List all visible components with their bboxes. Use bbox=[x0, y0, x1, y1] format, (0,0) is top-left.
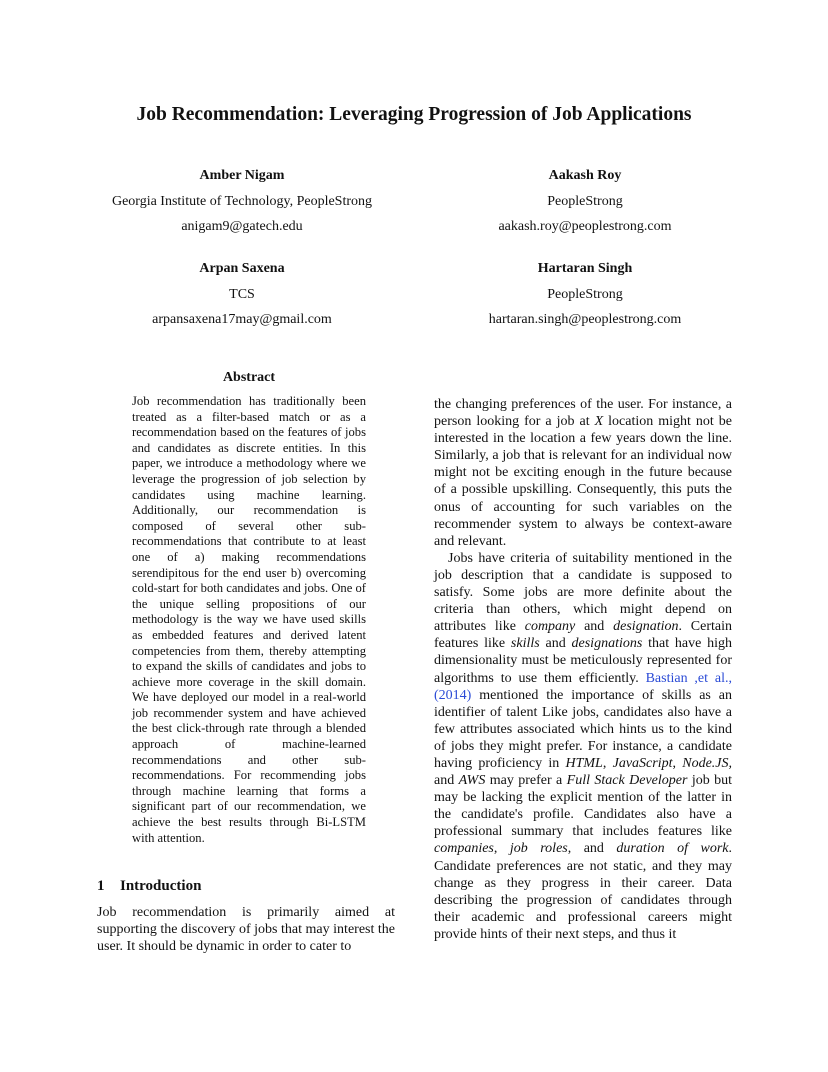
citation-link[interactable]: Bastian ,et al., (2014) bbox=[434, 670, 732, 703]
author-email: anigam9@gatech.edu bbox=[181, 219, 303, 234]
right-paragraph-2: Jobs have criteria of suitability mentioned in the job description that a candidate is supposed to satisfy. Some jobs are more definite about the criteria than others, which might depend on attributes like company and designation. Certain features like skills and designations that have high dimensionality must be meticulously represented for algorithms to use them efficiently. Bastian ,et al., (2014) mentioned the importance of skills as an identifier of talent Like jobs, candidates also have a few attributes associated which hints us to the kind of jobs they might prefer. For instance, a candidate having proficiency in HTML, JavaScript, Node.JS, and AWS may prefer a Full Stack Developer job but may be lacking the explicit mention of the latter in the candidate's profile. Candidates also have a professional summary that includes features like companies, job roles, and duration of work. Candidate preferences are not static, and they may change as they progress in their career. Data describing the progression of candidates through their academic and professional careers might provide hints of their next steps, and thus it bbox=[434, 550, 733, 942]
author-name: Amber Nigam bbox=[199, 168, 285, 183]
author-email: hartaran.singh@peoplestrong.com bbox=[488, 312, 682, 327]
introduction-paragraph: Job recommendation is primarily aimed at supporting the discovery of jobs that may interest the user. It should be dynamic in order to cater to bbox=[97, 905, 395, 955]
section-title: Introduction bbox=[120, 878, 202, 894]
author-name: Aakash Roy bbox=[548, 168, 622, 183]
paper-title: Job Recommendation: Leveraging Progression of Job Applications bbox=[136, 104, 692, 125]
right-paragraph-1: the changing preferences of the user. For instance, a person looking for a job at X location might not be interested in the location a few years down the line. Similarly, a job that is relevant for an individual now might not be exciting enough in the future because of a possible upskilling. Consequently, this puts the onus of accounting for such variables on the recommender system to always be context-aware and relevant. bbox=[434, 397, 732, 549]
introduction-column bbox=[97, 904, 395, 955]
author-email: arpansaxena17may@gmail.com bbox=[152, 312, 332, 327]
author-name: Hartaran Singh bbox=[537, 261, 633, 276]
author-block-2 bbox=[405, 168, 765, 244]
author-affiliation: PeopleStrong bbox=[547, 287, 623, 302]
author-affiliation: TCS bbox=[229, 287, 255, 302]
section-number: 1 bbox=[97, 878, 105, 894]
author-name: Arpan Saxena bbox=[199, 261, 285, 276]
author-affiliation: Georgia Institute of Technology, PeopleStrong bbox=[111, 194, 373, 209]
abstract-text: Job recommendation has traditionally been treated as a filter-based match or as a recommendation based on the features of jobs and candidates as discrete entities. In this paper, we introduce a methodology where we leverage the progression of job selection by candidates using machine learning. Additionally, our recommendation is composed of several other sub-recommendations that contribute to at least one of a) making recommendations serendipitous for the end user b) overcoming cold-start for both candidates and jobs. One of the unique selling propositions of our methodology is the way we have used skills as embedded features and derived latent competencies from them, thereby attempting to expand the skills of candidates and jobs to achieve more coverage in the skill domain. We have deployed our model in a real-world job recommender system and have achieved the best click-through rate through a blended approach of machine-learned recommendations and other sub-recommendations. For recommending jobs through machine learning that forms a significant part of our recommendation, we achieve the best results through Bi-LSTM with attention. bbox=[132, 394, 366, 845]
section-heading-introduction bbox=[97, 878, 201, 895]
author-block-1 bbox=[62, 168, 422, 244]
author-affiliation: PeopleStrong bbox=[547, 194, 623, 209]
author-email: aakash.roy@peoplestrong.com bbox=[498, 219, 672, 234]
author-block-3 bbox=[62, 261, 422, 337]
right-column bbox=[434, 396, 732, 943]
abstract-heading: Abstract bbox=[222, 370, 276, 385]
author-block-4 bbox=[405, 261, 765, 337]
